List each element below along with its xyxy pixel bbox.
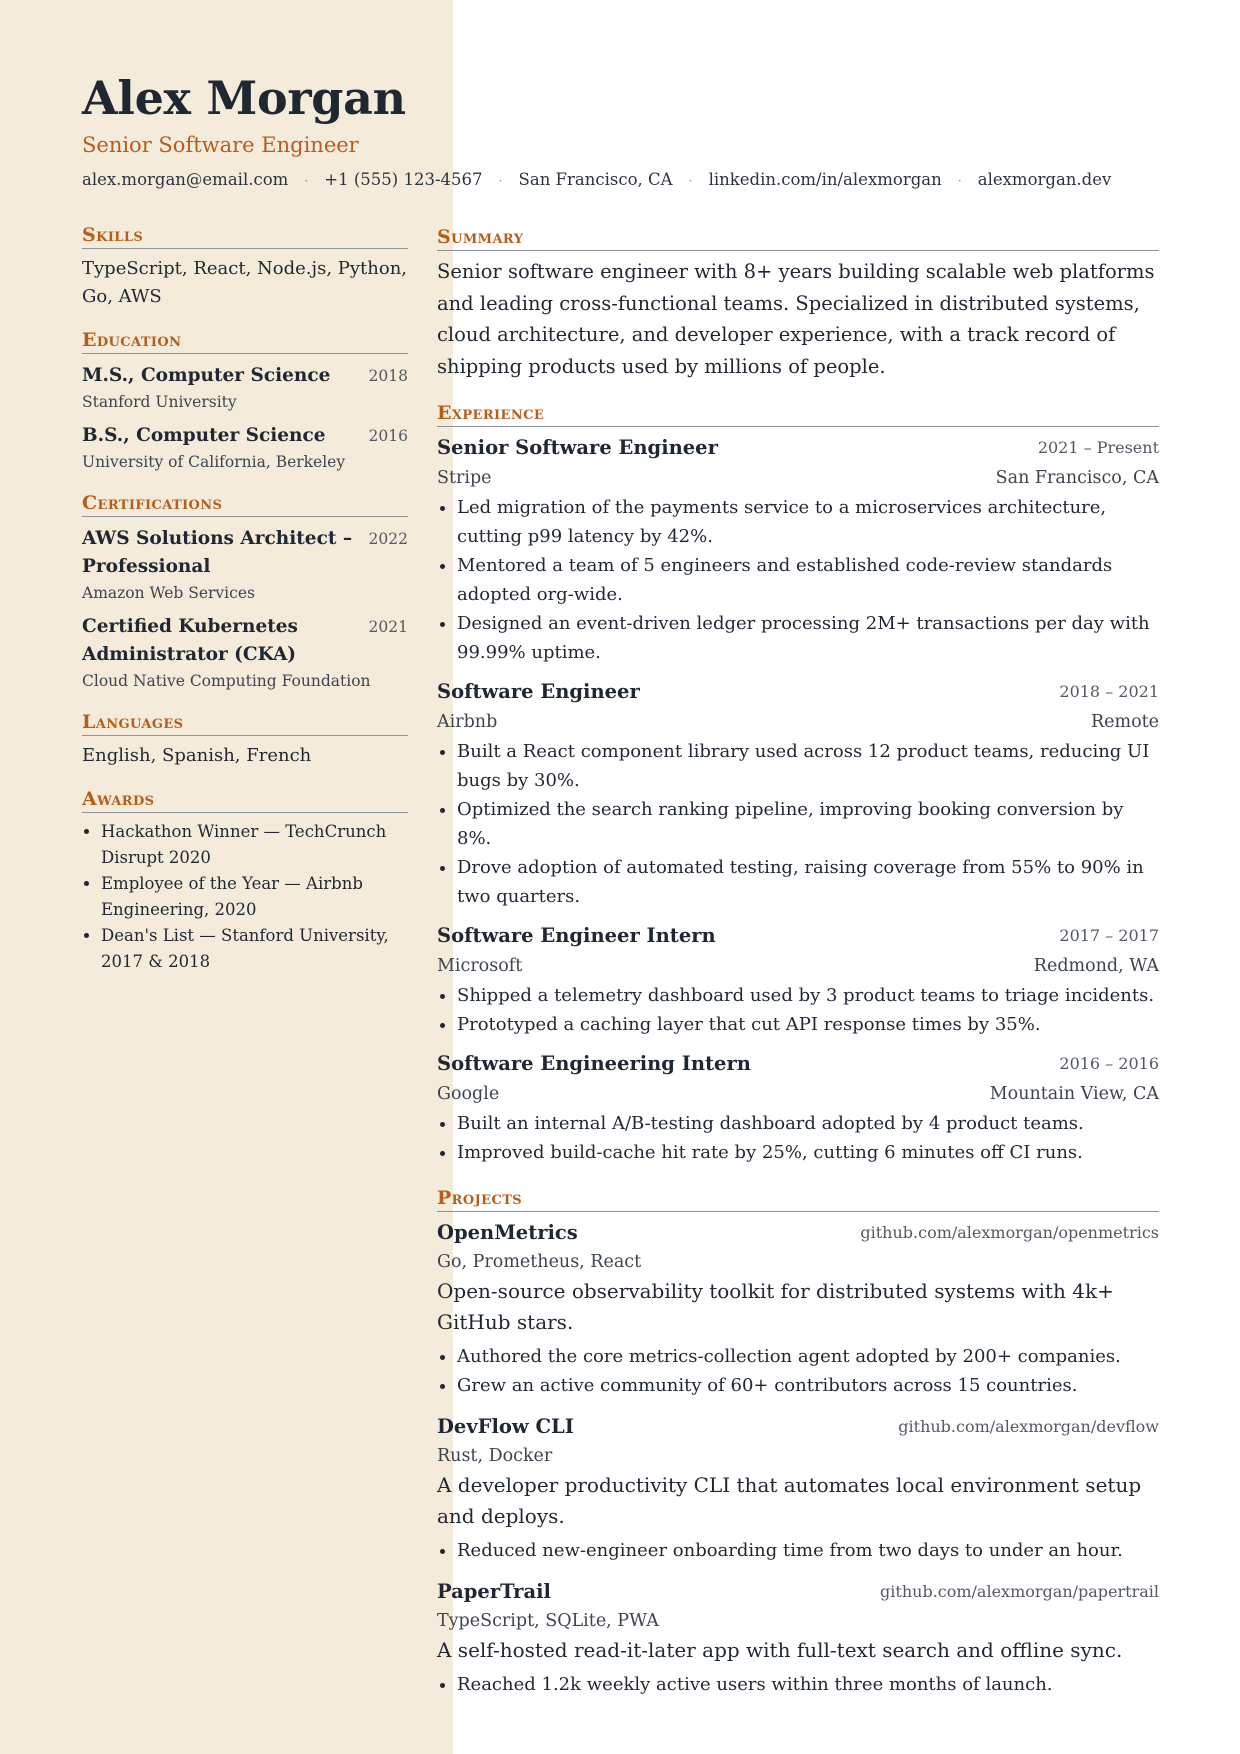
job-bullets	[437, 981, 1159, 1039]
contact-separator: ·	[688, 174, 693, 188]
section-title-education: Education	[82, 329, 408, 354]
job-bullet: • Led migration of the payments service to a microservices architecture, cutting p99 latency by 42%.	[457, 493, 1159, 551]
certification-item	[82, 613, 408, 693]
certification-item	[82, 525, 408, 605]
certifications-section	[82, 492, 408, 693]
contact-linkedin[interactable]: linkedin.com/in/alexmorgan	[708, 170, 942, 189]
certification-issuer: Cloud Native Computing Foundation	[82, 672, 371, 690]
education-degree: B.S., Computer Science	[82, 425, 326, 446]
award-item: • Dean's List — Stanford University, 2017 & 2018	[101, 923, 408, 975]
project-bullets	[437, 1342, 1159, 1400]
job-location: Mountain View, CA	[989, 1084, 1159, 1104]
section-title-experience: Experience	[437, 402, 1159, 427]
section-title-summary: Summary	[437, 226, 1159, 251]
job-entry	[437, 677, 1159, 911]
contact-email[interactable]: alex.morgan@email.com	[82, 170, 289, 189]
job-title: Senior Software Engineer	[437, 436, 718, 459]
project-link[interactable]: github.com/alexmorgan/openmetrics	[860, 1223, 1159, 1242]
project-entry	[437, 1412, 1159, 1565]
languages-list: English, Spanish, French	[82, 745, 312, 766]
contact-separator: ·	[957, 174, 962, 188]
languages-section	[82, 711, 408, 770]
job-dates: 2016 – 2016	[1059, 1054, 1159, 1073]
project-bullets	[437, 1536, 1159, 1565]
job-bullets	[437, 737, 1159, 911]
awards-list	[82, 819, 408, 975]
education-school: University of California, Berkeley	[82, 453, 346, 471]
job-bullet: • Drove adoption of automated testing, raising coverage from 55% to 90% in two quarters.	[457, 853, 1159, 911]
skills-section	[82, 224, 408, 311]
job-bullet: • Built a React component library used across 12 product teams, reducing UI bugs by 30%.	[457, 737, 1159, 795]
project-name: DevFlow CLI	[437, 1415, 574, 1438]
certification-year: 2021	[368, 618, 408, 636]
section-title-skills: Skills	[82, 224, 408, 249]
job-company: Airbnb	[437, 712, 498, 732]
award-item: • Hackathon Winner — TechCrunch Disrupt 2020	[101, 819, 408, 871]
education-item	[82, 362, 408, 414]
job-title: Software Engineer Intern	[437, 924, 716, 947]
education-year: 2018	[368, 367, 408, 385]
project-description: A self-hosted read-it-later app with full-text search and offline sync.	[437, 1638, 1123, 1662]
contact-phone[interactable]: +1 (555) 123-4567	[324, 170, 483, 189]
section-title-languages: Languages	[82, 711, 408, 736]
main-content	[437, 226, 1159, 1719]
project-tech: TypeScript, SQLite, PWA	[437, 1611, 659, 1631]
certification-year: 2022	[368, 530, 408, 548]
job-company: Google	[437, 1084, 500, 1104]
job-bullet: • Designed an event-driven ledger processing 2M+ transactions per day with 99.99% uptime.	[457, 609, 1159, 667]
job-bullet: • Shipped a telemetry dashboard used by 3 product teams to triage incidents.	[457, 981, 1159, 1010]
summary-text: Senior software engineer with 8+ years building scalable web platforms and leading cross-functional teams. Specialized in distributed systems, cloud architecture, and developer experience, with a track record of shipping products used by millions of people.	[437, 260, 1155, 378]
project-description: A developer productivity CLI that automates local environment setup and deploys.	[437, 1473, 1142, 1528]
section-title-awards: Awards	[82, 788, 408, 813]
job-bullet: • Prototyped a caching layer that cut API response times by 35%.	[457, 1010, 1159, 1039]
project-link[interactable]: github.com/alexmorgan/devflow	[898, 1417, 1159, 1436]
project-bullet: • Reduced new-engineer onboarding time from two days to under an hour.	[457, 1536, 1159, 1565]
job-title: Software Engineer	[437, 680, 640, 703]
certification-name: Certified Kubernetes Administrator (CKA)	[82, 616, 298, 665]
job-dates: 2018 – 2021	[1059, 682, 1159, 701]
project-name: OpenMetrics	[437, 1221, 578, 1244]
projects-section	[437, 1187, 1159, 1699]
section-title-certifications: Certifications	[82, 492, 408, 517]
job-dates: 2017 – 2017	[1059, 926, 1159, 945]
experience-section	[437, 402, 1159, 1167]
certification-issuer: Amazon Web Services	[82, 584, 255, 602]
job-entry	[437, 921, 1159, 1039]
project-bullets	[437, 1670, 1159, 1699]
job-bullet: • Optimized the search ranking pipeline, improving booking conversion by 8%.	[457, 795, 1159, 853]
project-entry	[437, 1577, 1159, 1699]
job-company: Stripe	[437, 468, 492, 488]
job-location: Redmond, WA	[1033, 956, 1159, 976]
project-bullet: • Authored the core metrics-collection agent adopted by 200+ companies.	[457, 1342, 1159, 1371]
contact-location: San Francisco, CA	[518, 170, 673, 189]
resume-header	[82, 68, 1182, 193]
section-title-projects: Projects	[437, 1187, 1159, 1212]
job-entry	[437, 1049, 1159, 1167]
job-location: Remote	[1090, 712, 1159, 732]
education-item	[82, 422, 408, 474]
job-bullet: • Mentored a team of 5 engineers and established code-review standards adopted org-wide.	[457, 551, 1159, 609]
sidebar	[82, 224, 408, 993]
education-section	[82, 329, 408, 474]
project-bullet: • Grew an active community of 60+ contributors across 15 countries.	[457, 1371, 1159, 1400]
certification-name: AWS Solutions Architect – Professional	[82, 528, 353, 577]
project-bullet: • Reached 1.2k weekly active users within three months of launch.	[457, 1670, 1159, 1699]
project-description: Open-source observability toolkit for distributed systems with 4k+ GitHub stars.	[437, 1279, 1114, 1334]
job-bullet: • Improved build-cache hit rate by 25%, cutting 6 minutes off CI runs.	[457, 1138, 1159, 1167]
job-title: Software Engineering Intern	[437, 1052, 751, 1075]
skills-list: TypeScript, React, Node.js, Python, Go, AWS	[82, 258, 408, 307]
contact-website[interactable]: alexmorgan.dev	[977, 170, 1112, 189]
education-year: 2016	[368, 427, 408, 445]
contact-separator: ·	[498, 174, 503, 188]
project-tech: Rust, Docker	[437, 1446, 553, 1466]
education-school: Stanford University	[82, 393, 237, 411]
job-bullets	[437, 493, 1159, 667]
awards-section	[82, 788, 408, 975]
job-bullet: • Built an internal A/B-testing dashboard adopted by 4 product teams.	[457, 1109, 1159, 1138]
candidate-role: Senior Software Engineer	[82, 133, 359, 157]
job-company: Microsoft	[437, 956, 523, 976]
contact-line	[82, 168, 1182, 193]
job-location: San Francisco, CA	[995, 468, 1159, 488]
summary-section	[437, 226, 1159, 382]
project-link[interactable]: github.com/alexmorgan/papertrail	[880, 1582, 1159, 1601]
job-entry	[437, 433, 1159, 667]
project-tech: Go, Prometheus, React	[437, 1252, 642, 1272]
project-entry	[437, 1218, 1159, 1400]
candidate-name: Alex Morgan	[82, 71, 406, 125]
project-name: PaperTrail	[437, 1580, 551, 1603]
job-bullets	[437, 1109, 1159, 1167]
education-degree: M.S., Computer Science	[82, 365, 331, 386]
award-item: • Employee of the Year — Airbnb Engineering, 2020	[101, 871, 408, 923]
contact-separator: ·	[304, 174, 309, 188]
job-dates: 2021 – Present	[1037, 438, 1159, 457]
